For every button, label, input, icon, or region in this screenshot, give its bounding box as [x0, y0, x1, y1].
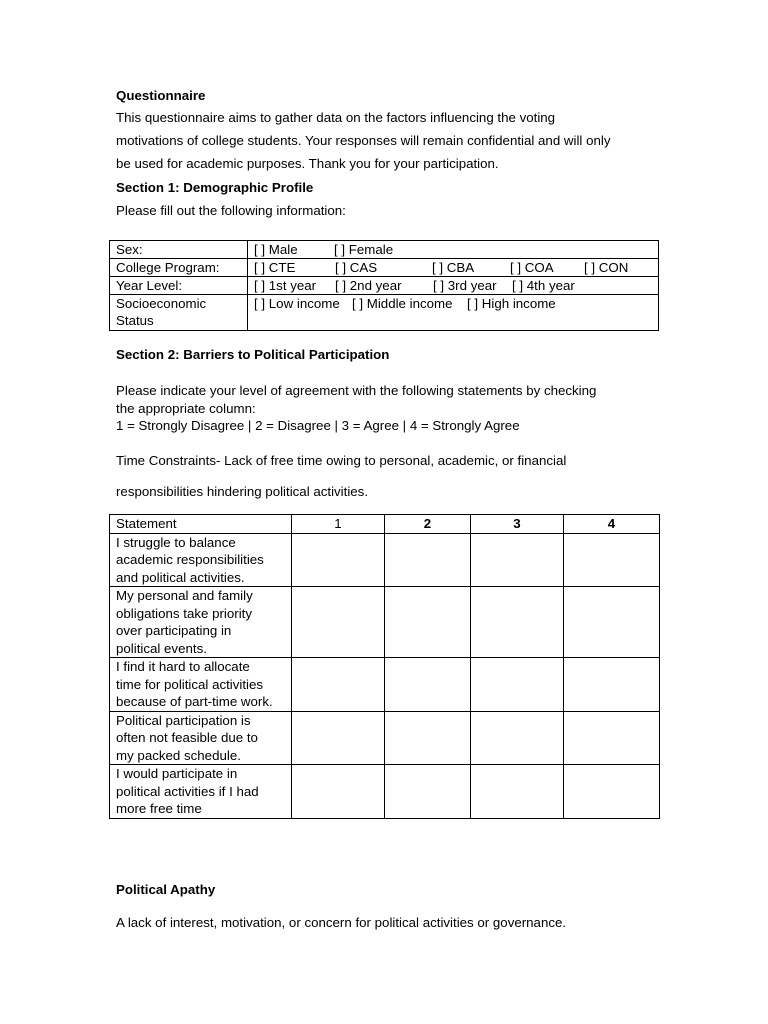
program-option-cte[interactable]: [ ] CTE — [254, 260, 296, 275]
intro-line: This questionnaire aims to gather data on the factors influencing the voting — [116, 110, 556, 125]
row-label-line: Status — [116, 313, 154, 328]
table-row — [110, 295, 659, 331]
rating-cell[interactable] — [564, 533, 660, 587]
program-options — [248, 259, 659, 277]
rating-cell[interactable] — [292, 658, 385, 712]
table-row — [110, 277, 659, 295]
table-row — [110, 533, 660, 587]
table-row — [110, 765, 660, 819]
rating-cell[interactable] — [385, 711, 471, 765]
subsection-description: Time Constraints- Lack of free time owing to personal, academic, or financial — [116, 453, 567, 468]
statement-cell — [110, 533, 292, 587]
section1-instruction: Please fill out the following information: — [116, 203, 346, 218]
statement-line: often not feasible due to — [116, 730, 258, 745]
year-option-2nd[interactable]: [ ] 2nd year — [335, 278, 402, 293]
statement-line: academic responsibilities — [116, 552, 264, 567]
income-option-middle[interactable]: [ ] Middle income — [352, 296, 453, 311]
income-options — [248, 295, 659, 331]
table-row — [110, 711, 660, 765]
section2-instruction: Please indicate your level of agreement with the following statements by checking — [116, 383, 597, 398]
row-label: Sex: — [110, 241, 248, 259]
sex-options — [248, 241, 659, 259]
header-3: 3 — [471, 515, 564, 534]
statement-line: my packed schedule. — [116, 747, 241, 763]
section1-heading: Section 1: Demographic Profile — [116, 180, 314, 195]
rating-scale: 1 = Strongly Disagree | 2 = Disagree | 3 = Agree | 4 = Strongly Agree — [116, 418, 520, 433]
rating-cell[interactable] — [292, 765, 385, 819]
rating-cell[interactable] — [564, 765, 660, 819]
statement-cell — [110, 658, 292, 712]
rating-cell[interactable] — [385, 587, 471, 658]
rating-cell[interactable] — [564, 711, 660, 765]
rating-cell[interactable] — [385, 533, 471, 587]
rating-cell[interactable] — [471, 658, 564, 712]
rating-cell[interactable] — [385, 658, 471, 712]
time-constraints-table — [109, 514, 660, 819]
statement-line: Political participation is — [116, 712, 251, 728]
program-option-con[interactable]: [ ] CON — [584, 260, 629, 275]
statement-line: and political activities. — [116, 569, 245, 585]
table-row — [110, 587, 660, 658]
rating-cell[interactable] — [471, 711, 564, 765]
statement-line: more free time — [116, 801, 202, 816]
page-title: Questionnaire — [116, 88, 206, 103]
statement-line: I find it hard to allocate — [116, 659, 250, 674]
rating-cell[interactable] — [471, 533, 564, 587]
table-row — [110, 241, 659, 259]
section2-instruction: the appropriate column: — [116, 401, 256, 416]
program-option-coa[interactable]: [ ] COA — [510, 260, 554, 275]
program-option-cas[interactable]: [ ] CAS — [335, 260, 378, 275]
table-row — [110, 259, 659, 277]
intro-line: be used for academic purposes. Thank you for your participation. — [116, 156, 499, 171]
statement-line: I struggle to balance — [116, 534, 236, 550]
section2-heading: Section 2: Barriers to Political Participation — [116, 347, 390, 362]
rating-cell[interactable] — [292, 711, 385, 765]
header-4: 4 — [564, 515, 660, 534]
statement-line: over participating in — [116, 623, 232, 638]
apathy-heading: Political Apathy — [116, 882, 216, 897]
income-option-low[interactable]: [ ] Low income — [254, 296, 340, 311]
statement-cell — [110, 765, 292, 819]
year-option-4th[interactable]: [ ] 4th year — [512, 278, 575, 293]
statement-line: political events. — [116, 640, 207, 656]
header-statement: Statement — [110, 515, 292, 534]
row-label-line: Socioeconomic — [116, 296, 207, 311]
subsection-description: responsibilities hindering political activities. — [116, 484, 369, 499]
rating-cell[interactable] — [385, 765, 471, 819]
statement-line: because of part-time work. — [116, 694, 273, 709]
sex-option-female[interactable]: [ ] Female — [334, 242, 394, 257]
statement-line: My personal and family — [116, 588, 253, 603]
rating-cell[interactable] — [564, 658, 660, 712]
statement-line: political activities if I had — [116, 783, 259, 799]
rating-cell[interactable] — [471, 765, 564, 819]
program-option-cba[interactable]: [ ] CBA — [432, 260, 475, 275]
statement-cell — [110, 587, 292, 658]
statement-line: time for political activities — [116, 676, 264, 692]
income-option-high[interactable]: [ ] High income — [467, 296, 556, 311]
statement-cell — [110, 711, 292, 765]
year-options — [248, 277, 659, 295]
rating-cell[interactable] — [292, 533, 385, 587]
header-1: 1 — [292, 515, 385, 534]
apathy-definition: A lack of interest, motivation, or concern for political activities or governance. — [116, 915, 567, 930]
year-option-1st[interactable]: [ ] 1st year — [254, 278, 317, 293]
table-header-row — [110, 515, 660, 534]
rating-cell[interactable] — [471, 587, 564, 658]
rating-cell[interactable] — [292, 587, 385, 658]
row-label: College Program: — [110, 259, 248, 277]
table-row — [110, 658, 660, 712]
intro-line: motivations of college students. Your responses will remain confidential and will only — [116, 133, 611, 148]
row-label — [110, 295, 248, 331]
demographic-table — [109, 240, 659, 331]
rating-cell[interactable] — [564, 587, 660, 658]
statement-line: I would participate in — [116, 766, 238, 781]
header-2: 2 — [385, 515, 471, 534]
statement-line: obligations take priority — [116, 605, 252, 621]
sex-option-male[interactable]: [ ] Male — [254, 242, 298, 257]
row-label: Year Level: — [110, 277, 248, 295]
year-option-3rd[interactable]: [ ] 3rd year — [433, 278, 497, 293]
